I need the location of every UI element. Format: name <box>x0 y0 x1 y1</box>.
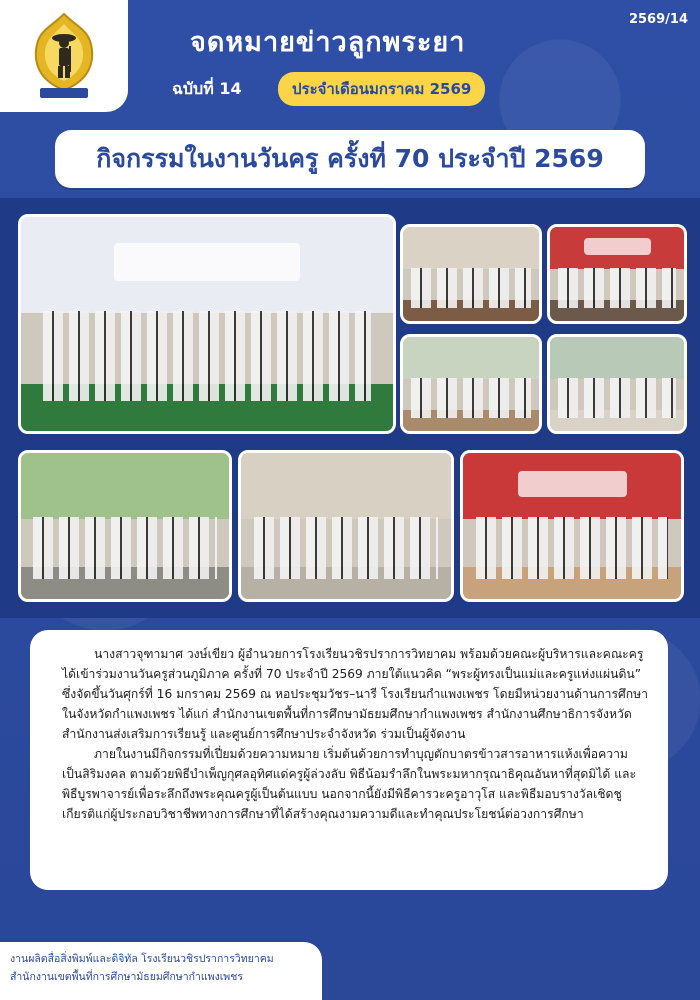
photo-people <box>411 378 531 417</box>
photo-background <box>550 337 684 379</box>
award-stage-photo <box>460 450 684 602</box>
photo-people <box>254 517 439 578</box>
photo-background <box>403 337 539 379</box>
footer-credit <box>0 942 322 1000</box>
main-group-photo <box>18 214 396 434</box>
article-paragraph-1: นางสาวจุฑามาศ วงษ์เขียว ผู้อำนวยการโรงเรียนวชิรปราการวิทยาคม พร้อมด้วยคณะผู้บริหารและคณะครู ได้เข้าร่วมงานวันครูส่วนภูมิภาค ครั้งที่ 70 ประจำปี 2569 ภายใต้แนวคิด “พระผู้ทรงเป็นแม่และครูแห่งแผ่นดิน” ซึ่งจัดขึ้นวันศุกร์ที่ 16 มกราคม 2569 ณ หอประชุมวัชร–นารี โรงเรียนกำแพงเพชร โดยมีหน่วยงานด้านการศึกษาในจังหวัดกำแพงเพชร ได้แก่ สำนักงานเขตพื้นที่การศึกษามัธยมศึกษากำแพงเพชร สำนักงานศึกษาธิการจังหวัด สำนักงานส่งเสริมการเรียนรู้ และศูนย์การศึกษาประจำจังหวัด ร่วมเป็นผู้จัดงาน <box>62 647 648 741</box>
photo-people <box>411 268 531 307</box>
school-logo <box>0 0 128 112</box>
footer-line-2: สำนักงานเขตพื้นที่การศึกษามัธยมศึกษากำแพงเพชร <box>10 971 243 983</box>
article-paragraph-2: ภายในงานมีกิจกรรมที่เปี่ยมด้วยความหมาย เริ่มต้นด้วยการทำบุญตักบาตรข้าวสารอาหารแห้งเพื่อความเป็นสิริมงคล ตามด้วยพิธีบำเพ็ญกุศลอุทิศแด่ครูผู้ล่วงลับ พิธีน้อมรำลึกในพระมหากรุณาธิคุณอันหาที่สุดมิได้ และพิธีบูรพาจารย์เพื่อระลึกถึงพระคุณครูผู้เป็นต้นแบบ นอกจากนี้ยังมีพิธีคารวะครูอาวุโส และพิธีมอบรางวัลเชิดชูเกียรติแก่ผู้ประกอบวิชาชีพทางการศึกษาที่ได้สร้างคุณงามความดีและทำคุณประโยชน์ต่อวงการศึกษา <box>62 747 637 821</box>
photo-people <box>558 268 676 307</box>
monk-offering-photo <box>238 450 454 602</box>
photo-people <box>33 517 216 578</box>
photo-people <box>558 378 676 417</box>
photo-banner <box>584 238 651 255</box>
outdoor-almsgiving-photo <box>18 450 232 602</box>
audience-wai-photo-2 <box>547 334 687 434</box>
photo-people <box>43 311 370 401</box>
newsletter-masthead: จดหมายข่าวลูกพระยา <box>190 27 466 58</box>
photo-people <box>476 517 668 578</box>
school-emblem-icon <box>28 10 100 102</box>
photo-background <box>403 227 539 269</box>
photo-collage <box>0 198 700 618</box>
ceremony-hall-photo <box>400 224 542 324</box>
photo-banner <box>114 243 300 282</box>
article-title: กิจกรรมในงานวันครู ครั้งที่ 70 ประจำปี 2569 <box>55 130 645 188</box>
issue-month-badge: ประจำเดือนมกราคม 2569 <box>278 72 485 106</box>
photo-background <box>21 453 229 519</box>
photo-banner <box>518 471 627 497</box>
article-body <box>30 630 668 890</box>
issue-number: ฉบับที่ 14 <box>172 79 242 98</box>
stage-screen-photo <box>547 224 687 324</box>
footer-line-1: งานผลิตสื่อสิ่งพิมพ์และดิจิทัล โรงเรียนวชิรปราการวิทยาคม <box>10 953 274 965</box>
photo-background <box>241 453 451 519</box>
audience-wai-photo-1 <box>400 334 542 434</box>
issue-code: 2569/14 <box>628 12 688 27</box>
